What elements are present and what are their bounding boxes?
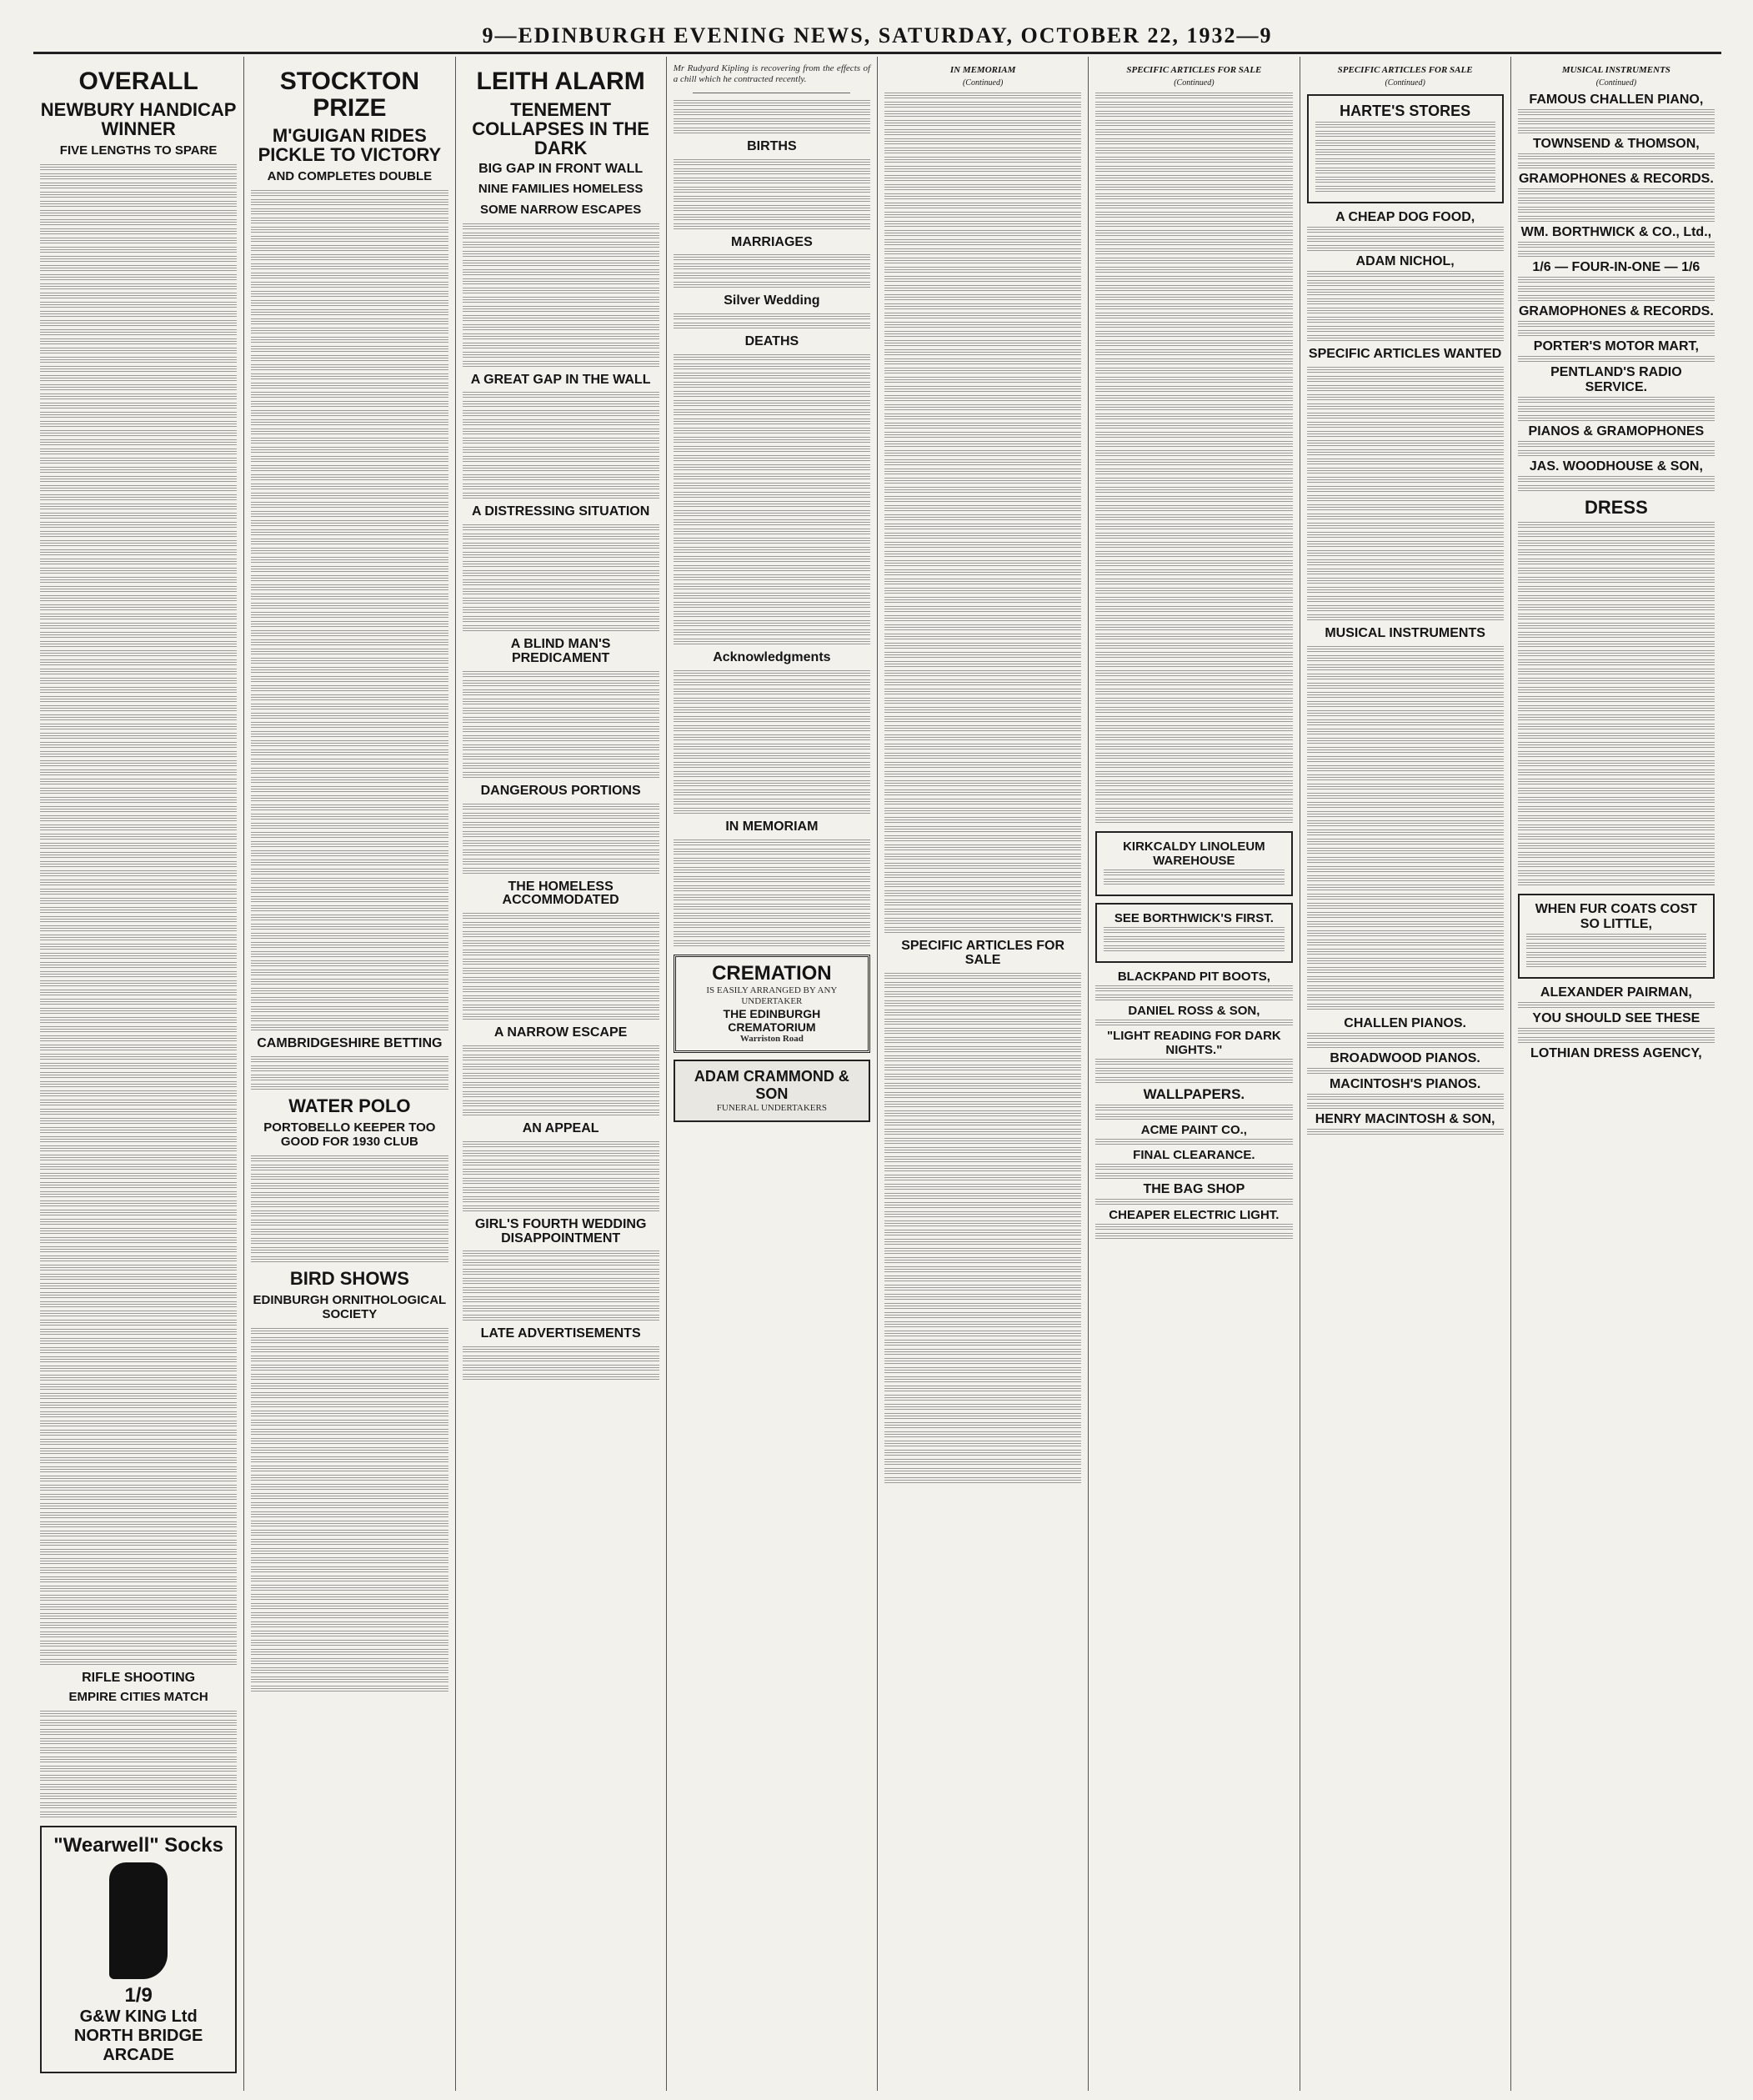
kicker-specific-articles-2: SPECIFIC ARTICLES FOR SALE bbox=[1337, 65, 1473, 75]
ad-cremation: CREMATION IS EASILY ARRANGED BY ANY UNDERTAKER THE EDINBURGH CREMATORIUM Warriston Road bbox=[674, 955, 870, 1053]
kicker-musical: MUSICAL INSTRUMENTS bbox=[1561, 65, 1670, 75]
ad-wm-borthwick: WM. BORTHWICK & CO., Ltd., bbox=[1520, 225, 1712, 239]
masthead: 9—EDINBURGH EVENING NEWS, SATURDAY, OCTOBER 22, 1932—9 bbox=[482, 23, 1273, 48]
continued-in-memoriam: (Continued) bbox=[962, 78, 1004, 88]
section-musical-instruments: MUSICAL INSTRUMENTS bbox=[1325, 625, 1485, 640]
headline-newbury: NEWBURY HANDICAP WINNER bbox=[40, 98, 237, 139]
ad-daniel-ross: DANIEL ROSS & SON, bbox=[1128, 1004, 1260, 1018]
dek-double: AND COMPLETES DOUBLE bbox=[267, 169, 433, 184]
column-7: SPECIFIC ARTICLES FOR SALE (Continued) HARTE'S STORES A CHEAP DOG FOOD, ADAM NICHOL, SPECIFIC ARTICLES WANTED MUSICAL INSTRUMENTS CHALLEN PIANOS. BROADWOOD PIANOS. MACINTOSH'S PIANOS. HENRY MACINTOSH & SON, bbox=[1300, 57, 1511, 2091]
section-cambridgeshire: CAMBRIDGESHIRE BETTING bbox=[257, 1036, 443, 1051]
sub-late-ads: LATE ADVERTISEMENTS bbox=[480, 1326, 641, 1341]
ad-borthwick: SEE BORTHWICK'S FIRST. bbox=[1095, 903, 1292, 963]
headline-overall: OVERALL bbox=[78, 68, 198, 95]
headline-leith-alarm: LEITH ALARM bbox=[476, 68, 645, 95]
ad-hartes: HARTE'S STORES bbox=[1307, 94, 1504, 203]
dek-nine-families: NINE FAMILIES HOMELESS bbox=[478, 181, 644, 196]
section-marriages: MARRIAGES bbox=[730, 234, 813, 249]
ad-see-these: YOU SHOULD SEE THESE bbox=[1532, 1011, 1700, 1026]
section-articles-wanted: SPECIFIC ARTICLES WANTED bbox=[1308, 347, 1502, 361]
masthead-rule bbox=[33, 52, 1721, 54]
cambridgeshire-body bbox=[251, 1056, 448, 1091]
specific-articles-list bbox=[884, 973, 1081, 1485]
column-6 bbox=[1089, 57, 1300, 2091]
ad-kirkcaldy: KIRKCALDY LINOLEUM WAREHOUSE bbox=[1095, 831, 1292, 896]
ad-famous-challen: FAMOUS CHALLEN PIANO, bbox=[1529, 93, 1704, 107]
sub-homeless: THE HOMELESS ACCOMMODATED bbox=[502, 879, 619, 908]
section-specific-articles: SPECIFIC ARTICLES FOR SALE bbox=[901, 939, 1065, 967]
ad-adam-nichol: ADAM NICHOL, bbox=[1355, 254, 1455, 268]
sub-distressing: A DISTRESSING SITUATION bbox=[471, 504, 650, 519]
headline-mguigan: M'GUIGAN RIDES PICKLE TO VICTORY bbox=[258, 125, 442, 166]
section-empire-cities: EMPIRE CITIES MATCH bbox=[68, 1690, 208, 1705]
ad-challen: CHALLEN PIANOS. bbox=[1344, 1015, 1466, 1030]
sub-great-gap: A GREAT GAP IN THE WALL bbox=[470, 372, 651, 387]
section-deaths: DEATHS bbox=[744, 334, 799, 349]
article-body bbox=[40, 164, 237, 1666]
ad-light-reading: "LIGHT READING FOR DARK NIGHTS." bbox=[1106, 1029, 1281, 1057]
dek-narrow-escapes: SOME NARROW ESCAPES bbox=[479, 202, 642, 217]
ad-acme-paint: ACME PAINT CO., bbox=[1140, 1123, 1247, 1137]
ad-four-in-one: 1/6 — FOUR-IN-ONE — 1/6 bbox=[1532, 260, 1700, 274]
headline-tenement: TENEMENT COLLAPSES IN THE DARK bbox=[472, 98, 649, 158]
ad-gramophones-2: GRAMOPHONES & RECORDS. bbox=[1518, 304, 1714, 318]
columns bbox=[33, 57, 1721, 2091]
ad-macintosh-pianos: MACINTOSH'S PIANOS. bbox=[1329, 1076, 1481, 1091]
ad-fur-coats: WHEN FUR COATS COST SO LITTLE, bbox=[1518, 894, 1715, 979]
ad-broadwood: BROADWOOD PIANOS. bbox=[1330, 1050, 1480, 1065]
headline-stockton: STOCKTON PRIZE bbox=[279, 68, 419, 122]
section-rifle-shooting: RIFLE SHOOTING bbox=[82, 1670, 196, 1685]
ad-woodhouse: JAS. WOODHOUSE & SON, bbox=[1529, 459, 1703, 474]
ad-henry-macintosh: HENRY MACINTOSH & SON, bbox=[1315, 1111, 1495, 1126]
column-5 bbox=[878, 57, 1089, 2091]
section-dress: DRESS bbox=[1584, 497, 1648, 518]
ad-wearwell-brand: "Wearwell" Socks bbox=[53, 1834, 223, 1857]
dek-five-lengths: FIVE LENGTHS TO SPARE bbox=[59, 143, 218, 158]
section-births: BIRTHS bbox=[747, 138, 797, 153]
ad-lothian-dress: LOTHIAN DRESS AGENCY, bbox=[1530, 1046, 1702, 1061]
ad-cheaper-electric: CHEAPER ELECTRIC LIGHT. bbox=[1109, 1208, 1280, 1222]
leith-body-1 bbox=[463, 223, 659, 368]
ad-bag-shop: THE BAG SHOP bbox=[1143, 1182, 1245, 1196]
continued-specific: (Continued) bbox=[1174, 78, 1215, 88]
ad-porters: PORTER'S MOTOR MART, bbox=[1533, 339, 1699, 353]
ad-final-clearance: FINAL CLEARANCE. bbox=[1133, 1148, 1255, 1162]
column-3 bbox=[456, 57, 667, 2091]
ad-dog-food: A CHEAP DOG FOOD, bbox=[1335, 210, 1475, 224]
ad-pianos-gramophones: PIANOS & GRAMOPHONES bbox=[1528, 424, 1705, 439]
ad-wearwell-shop1: G&W KING Ltd bbox=[79, 2007, 198, 2027]
ad-gramophones-1: GRAMOPHONES & RECORDS. bbox=[1518, 172, 1714, 186]
stockton-body bbox=[251, 190, 448, 1032]
ad-wearwell bbox=[40, 1826, 237, 2073]
kipling-notice: Mr Rudyard Kipling is recovering from the effects of a chill which he contracted recently. bbox=[673, 63, 870, 85]
water-polo-body bbox=[251, 1155, 448, 1264]
memoriam-list bbox=[884, 93, 1081, 935]
ad-pairman: ALEXANDER PAIRMAN, bbox=[1540, 985, 1692, 1000]
section-in-memoriam: IN MEMORIAM bbox=[725, 819, 819, 834]
sub-dangerous: DANGEROUS PORTIONS bbox=[480, 783, 641, 798]
bird-shows-body bbox=[251, 1328, 448, 1693]
column-1 bbox=[33, 57, 244, 2091]
sub-girls-wedding: GIRL'S FOURTH WEDDING DISAPPOINTMENT bbox=[474, 1216, 647, 1245]
column-2 bbox=[244, 57, 455, 2091]
ad-pentlands: PENTLAND'S RADIO SERVICE. bbox=[1550, 365, 1682, 394]
column-8: MUSICAL INSTRUMENTS (Continued) FAMOUS CHALLEN PIANO, TOWNSEND & THOMSON, GRAMOPHONES & RECORDS. WM. BORTHWICK & CO., Ltd., 1/6 — FOUR-IN-ONE — 1/6 GRAMOPHONES & RECORDS. PORTER'S MOTOR MART, PENTLAND'S RADIO SERVICE. PIANOS & GRAMOPHONES JAS. WOODHOUSE & SON, DRESS WHEN FUR COATS COST SO LITTLE, ALEXANDER PAIRMAN, YOU SHOULD SEE THESE LOTHIAN DRESS AGENCY, bbox=[1518, 65, 1714, 1061]
dek-portobello: PORTOBELLO KEEPER TOO GOOD FOR 1930 CLUB bbox=[263, 1120, 436, 1150]
kicker-specific-articles: SPECIFIC ARTICLES FOR SALE bbox=[1126, 65, 1262, 75]
ad-adam-crammond: ADAM CRAMMOND & SON FUNERAL UNDERTAKERS bbox=[674, 1060, 870, 1122]
sub-narrow-escape: A NARROW ESCAPE bbox=[493, 1025, 628, 1040]
ad-blackpand: BLACKPAND PIT BOOTS, bbox=[1117, 970, 1270, 984]
dek-ornithological: EDINBURGH ORNITHOLOGICAL SOCIETY bbox=[253, 1293, 447, 1322]
section-acknowledgments: Acknowledgments bbox=[713, 650, 831, 664]
ad-wearwell-shop2: NORTH BRIDGE ARCADE bbox=[73, 2027, 203, 2065]
kicker-in-memoriam: IN MEMORIAM bbox=[949, 65, 1016, 75]
sub-appeal: AN APPEAL bbox=[522, 1120, 599, 1135]
section-silver-wedding: Silver Wedding bbox=[724, 293, 820, 308]
column-4 bbox=[667, 57, 878, 2091]
ad-wallpapers: WALLPAPERS. bbox=[1143, 1086, 1245, 1102]
rifle-body bbox=[40, 1711, 237, 1819]
sub-blind-man: A BLIND MAN'S PREDICAMENT bbox=[510, 637, 611, 665]
section-water-polo: WATER POLO bbox=[288, 1095, 411, 1116]
ad-wearwell-price: 1/9 bbox=[124, 1984, 153, 2007]
ad-townsend-thomson: TOWNSEND & THOMSON, bbox=[1533, 137, 1700, 151]
section-bird-shows: BIRD SHOWS bbox=[289, 1268, 409, 1290]
headline-big-gap: BIG GAP IN FRONT WALL bbox=[478, 161, 644, 176]
cremation-title: CREMATION bbox=[712, 961, 832, 985]
sock-illustration bbox=[109, 1862, 168, 1979]
